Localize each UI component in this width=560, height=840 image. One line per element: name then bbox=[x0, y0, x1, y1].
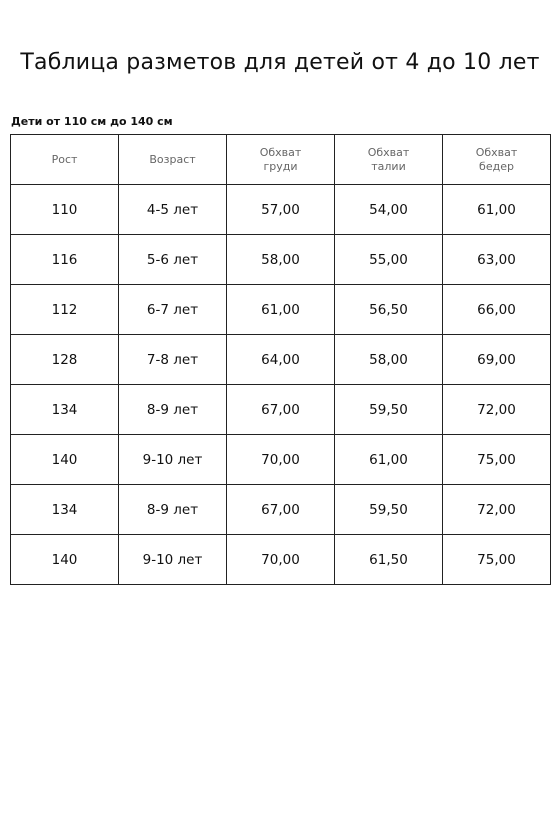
page-title: Таблица разметов для детей от 4 до 10 лет bbox=[20, 50, 540, 75]
table-row bbox=[11, 535, 551, 585]
chest-cell: 61,00 bbox=[227, 285, 335, 335]
table-row bbox=[11, 235, 551, 285]
height-cell: 140 bbox=[11, 535, 119, 585]
table-row bbox=[11, 185, 551, 235]
column-header-waist: Обхват талии bbox=[335, 135, 443, 185]
height-cell: 140 bbox=[11, 435, 119, 485]
chest-cell: 58,00 bbox=[227, 235, 335, 285]
age-cell: 7-8 лет bbox=[119, 335, 227, 385]
chest-cell: 57,00 bbox=[227, 185, 335, 235]
column-header-chest: Обхват груди bbox=[227, 135, 335, 185]
height-cell: 112 bbox=[11, 285, 119, 335]
chest-cell: 70,00 bbox=[227, 435, 335, 485]
hips-cell: 61,00 bbox=[443, 185, 551, 235]
table-row bbox=[11, 485, 551, 535]
hips-cell: 72,00 bbox=[443, 485, 551, 535]
waist-cell: 56,50 bbox=[335, 285, 443, 335]
hips-cell: 75,00 bbox=[443, 535, 551, 585]
chest-cell: 67,00 bbox=[227, 385, 335, 435]
chest-cell: 70,00 bbox=[227, 535, 335, 585]
height-cell: 134 bbox=[11, 385, 119, 435]
table-caption: Дети от 110 см до 140 см bbox=[11, 115, 173, 128]
age-cell: 5-6 лет bbox=[119, 235, 227, 285]
waist-cell: 59,50 bbox=[335, 385, 443, 435]
chest-cell: 64,00 bbox=[227, 335, 335, 385]
age-cell: 4-5 лет bbox=[119, 185, 227, 235]
waist-cell: 61,00 bbox=[335, 435, 443, 485]
hips-cell: 75,00 bbox=[443, 435, 551, 485]
table-header-row bbox=[11, 135, 551, 185]
waist-cell: 55,00 bbox=[335, 235, 443, 285]
table-row bbox=[11, 335, 551, 385]
height-cell: 134 bbox=[11, 485, 119, 535]
hips-cell: 72,00 bbox=[443, 385, 551, 435]
hips-cell: 66,00 bbox=[443, 285, 551, 335]
waist-cell: 61,50 bbox=[335, 535, 443, 585]
age-cell: 8-9 лет bbox=[119, 385, 227, 435]
age-cell: 8-9 лет bbox=[119, 485, 227, 535]
table-body bbox=[11, 185, 551, 585]
column-header-age: Возраст bbox=[119, 135, 227, 185]
age-cell: 9-10 лет bbox=[119, 435, 227, 485]
waist-cell: 59,50 bbox=[335, 485, 443, 535]
waist-cell: 58,00 bbox=[335, 335, 443, 385]
hips-cell: 69,00 bbox=[443, 335, 551, 385]
height-cell: 128 bbox=[11, 335, 119, 385]
size-table bbox=[10, 134, 551, 585]
table-row bbox=[11, 385, 551, 435]
height-cell: 116 bbox=[11, 235, 119, 285]
waist-cell: 54,00 bbox=[335, 185, 443, 235]
height-cell: 110 bbox=[11, 185, 119, 235]
table-row bbox=[11, 435, 551, 485]
chest-cell: 67,00 bbox=[227, 485, 335, 535]
age-cell: 6-7 лет bbox=[119, 285, 227, 335]
age-cell: 9-10 лет bbox=[119, 535, 227, 585]
column-header-hips: Обхват бедер bbox=[443, 135, 551, 185]
table-row bbox=[11, 285, 551, 335]
hips-cell: 63,00 bbox=[443, 235, 551, 285]
column-header-height: Рост bbox=[11, 135, 119, 185]
